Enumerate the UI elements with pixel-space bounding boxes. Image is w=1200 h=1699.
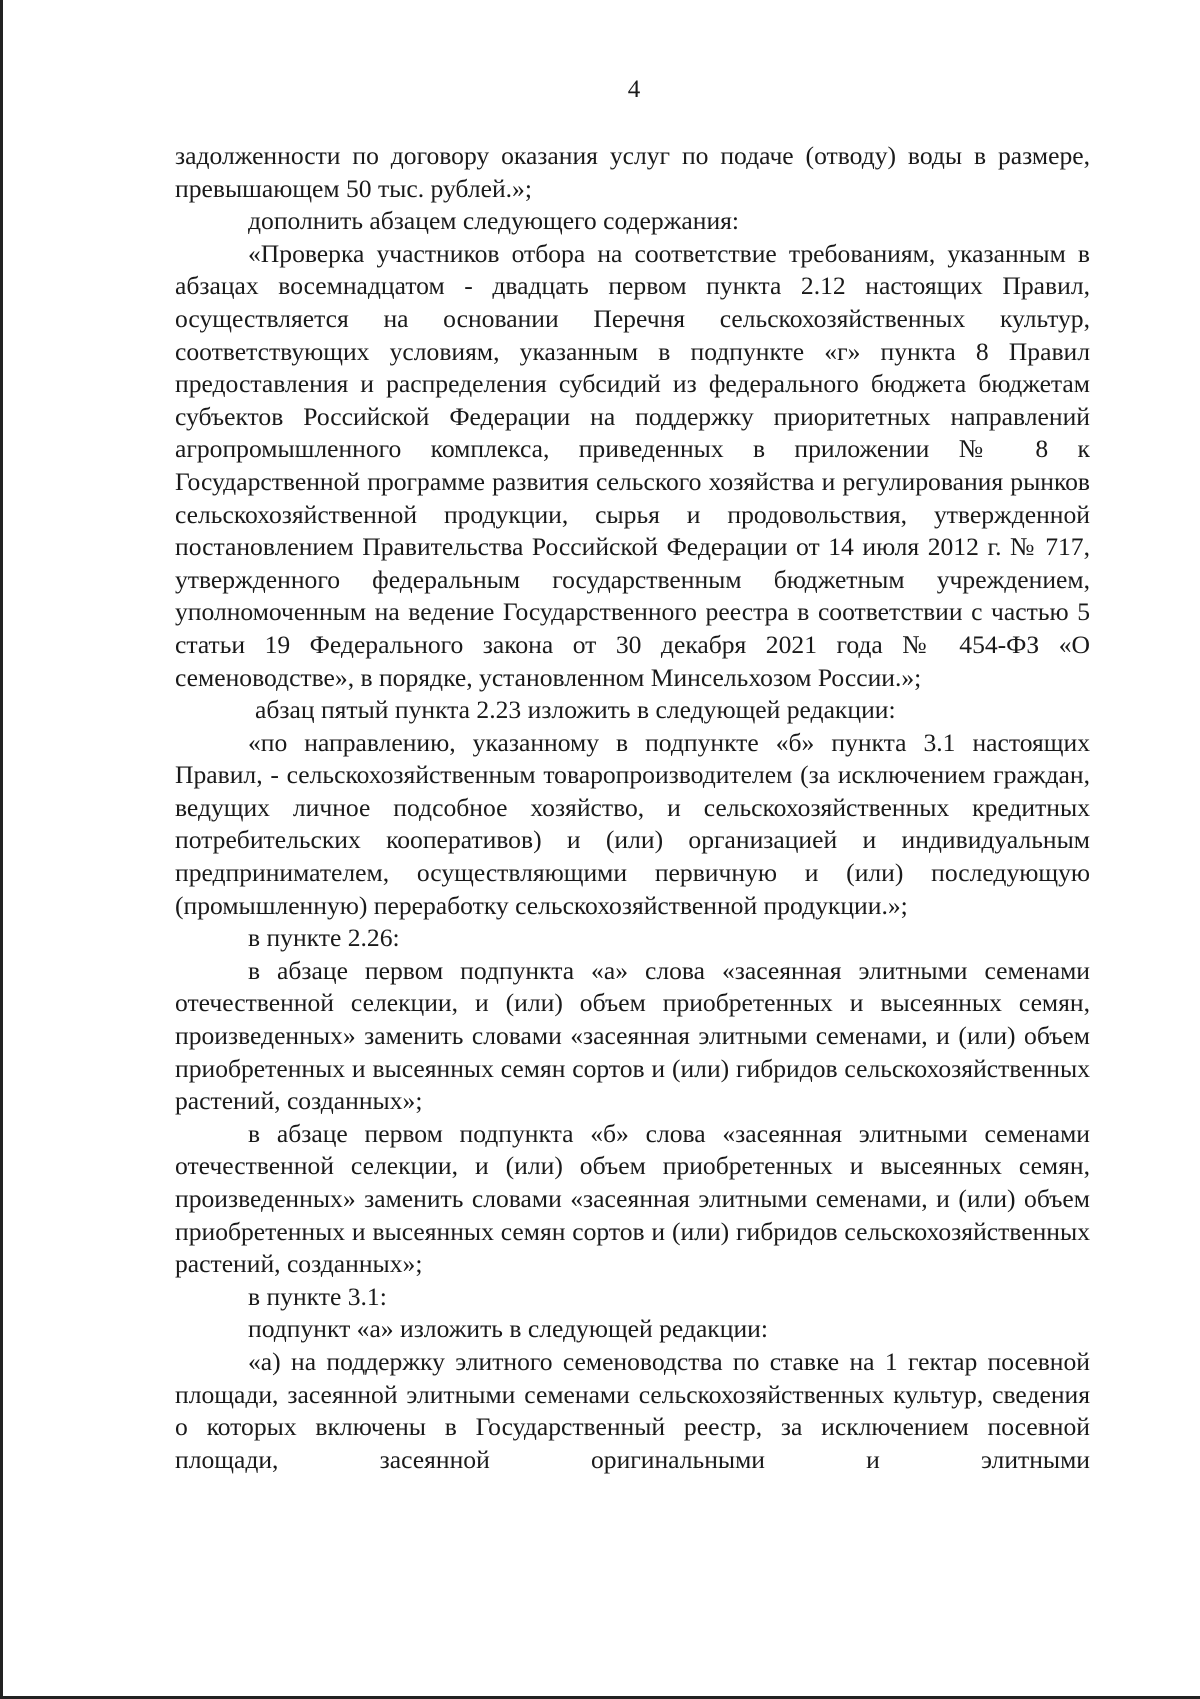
paragraph-6: в пункте 2.26: — [248, 923, 400, 953]
paragraph-5: «по направлению, указанному в подпункте «б» пункта 3.1 настоящих Правил, - сельскохозяйственным товаропроизводителем (за исключением граждан, ведущих личное подсобное хозяйство, и сельскохозяйственных кредитных потребительских кооперативов) и (или) организацией и индивидуальным предпринимателем, осуществляющими первичную и (или) последующую (промышленную) переработку сельскохозяйственной продукции.»; — [175, 727, 1090, 920]
document-body — [175, 140, 1090, 1476]
paragraph-7: в абзаце первом подпункта «а» слова «засеянная элитными семенами отечественной селекции, и (или) объем приобретенных и высеянных семян, произведенных» заменить словами «засеянная элитными семенами, и (или) объем приобретенных и высеянных семян сортов и (или) гибридов сельскохозяйственных растений, созданных»; — [175, 955, 1090, 1116]
paragraph-11: «а) на поддержку элитного семеноводства по ставке на 1 гектар посевной площади, засеянной элитными семенами сельскохозяйственных культур, сведения о которых включены в Государственный реестр, за исключением посевной площади, засеянной оригинальными и элитными — [175, 1346, 1090, 1474]
page-number: 4 — [627, 76, 641, 103]
paragraph-2: дополнить абзацем следующего содержания: — [248, 206, 740, 236]
paragraph-9: в пункте 3.1: — [248, 1281, 387, 1311]
scan-border-left — [0, 0, 3, 1699]
paragraph-10: подпункт «а» изложить в следующей редакции: — [248, 1314, 768, 1344]
paragraph-8: в абзаце первом подпункта «б» слова «засеянная элитными семенами отечественной селекции, и (или) объем приобретенных и высеянных семян, произведенных» заменить словами «засеянная элитными семенами, и (или) объем приобретенных и высеянных семян сортов и (или) гибридов сельскохозяйственных растений, созданных»; — [175, 1118, 1090, 1279]
paragraph-3: «Проверка участников отбора на соответствие требованиям, указанным в абзацах восемнадцатом - двадцать первом пункта 2.12 настоящих Правил, осуществляется на основании Перечня сельскохозяйственных культур, соответствующих условиям, указанным в подпункте «г» пункта 8 Правил предоставления и распределения субсидий из федерального бюджета бюджетам субъектов Российской Федерации на поддержку приоритетных направлений агропромышленного комплекса, приведенных в приложении № 8 к Государственной программе развития сельского хозяйства и регулирования рынков сельскохозяйственной продукции, сырья и продовольствия, утвержденной постановлением Правительства Российской Федерации от 14 июля 2012 г. № 717, утвержденного федеральным государственным бюджетным учреждением, уполномоченным на ведение Государственного реестра в соответствии с частью 5 статьи 19 Федерального закона от 30 декабря 2021 года № 454-ФЗ «О семеноводстве», в порядке, установленном Минсельхозом России.»; — [175, 238, 1090, 692]
paragraph-4: абзац пятый пункта 2.23 изложить в следующей редакции: — [255, 695, 896, 725]
paragraph-1: задолженности по договору оказания услуг по подаче (отводу) воды в размере, превышающем 50 тыс. рублей.»; — [175, 141, 1090, 203]
